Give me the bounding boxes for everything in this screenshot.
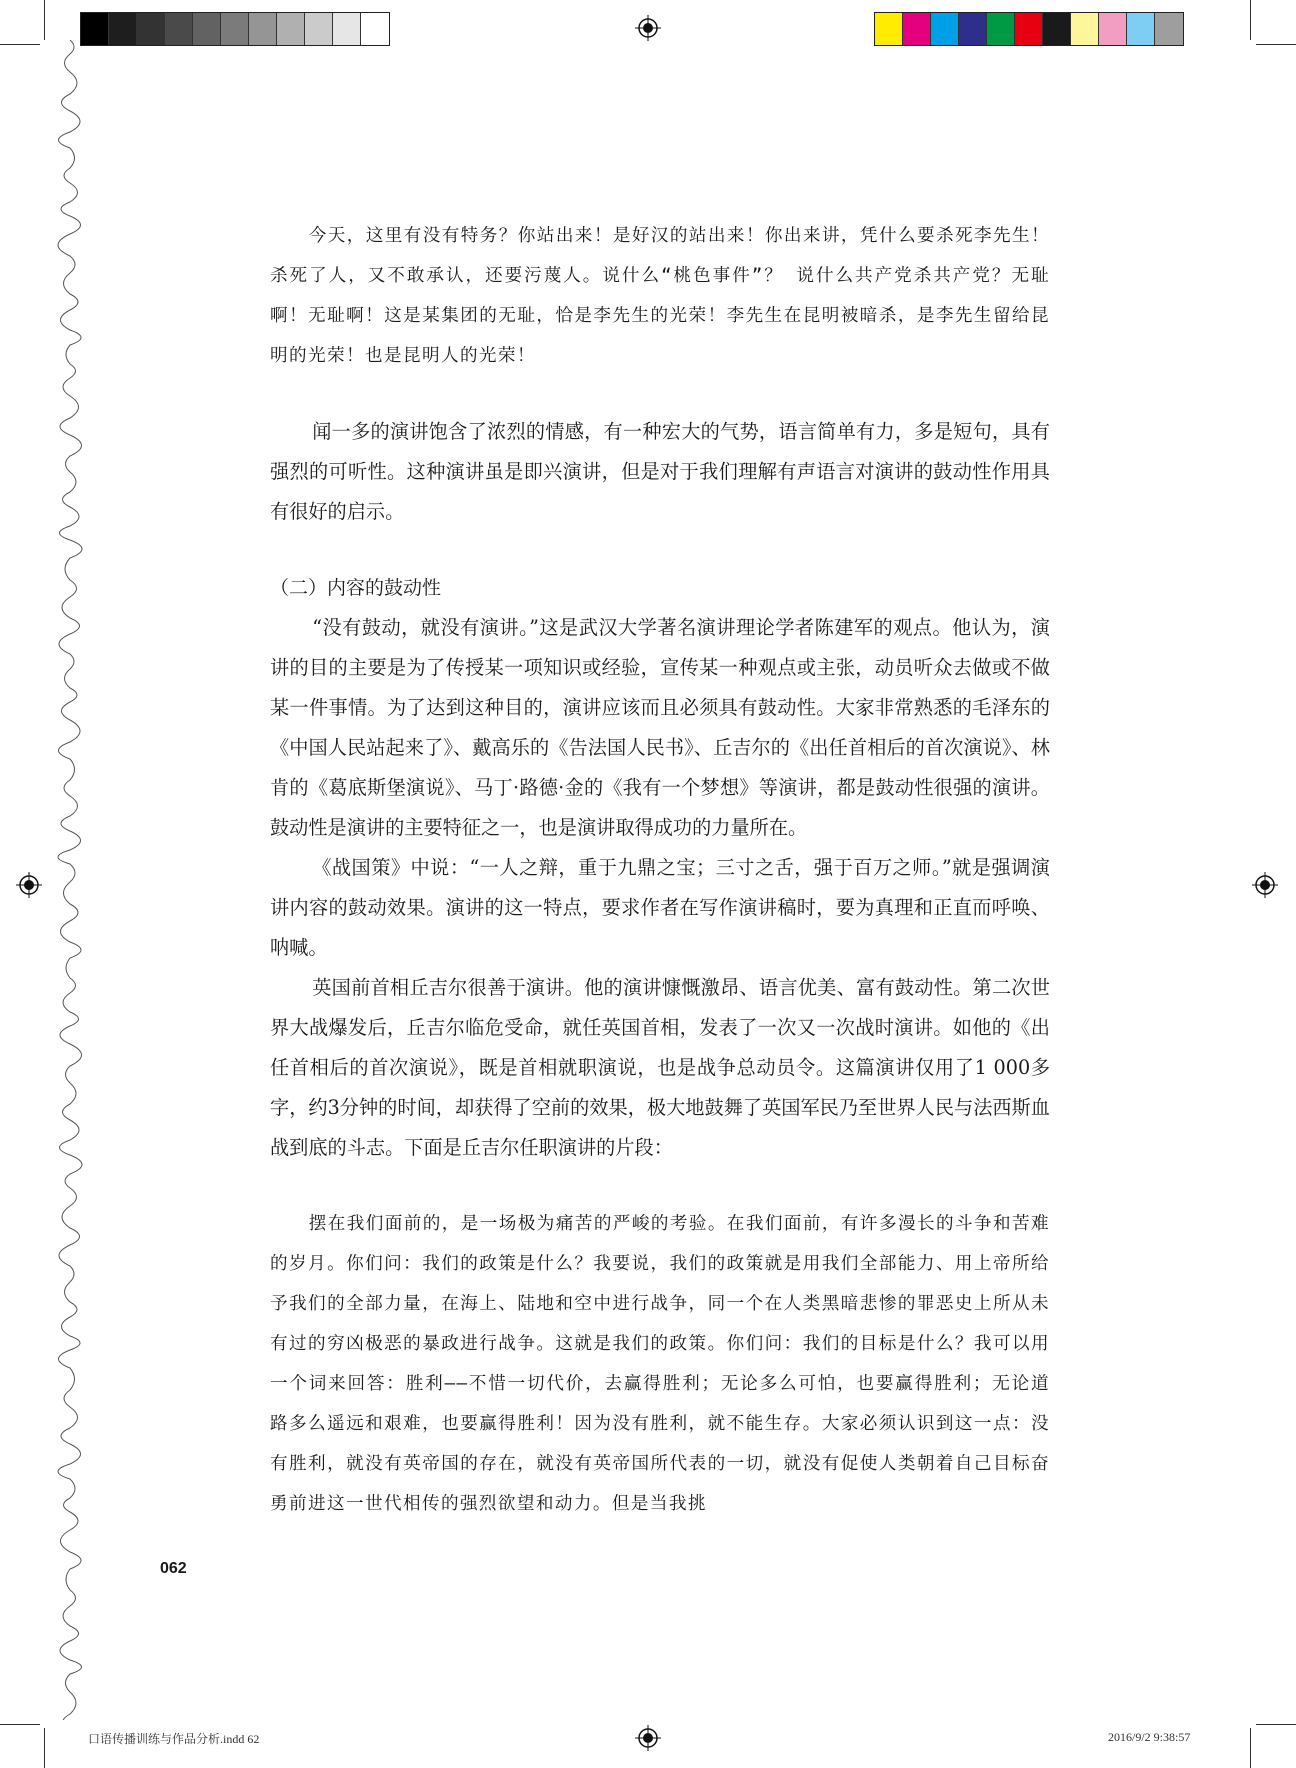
section-body (270, 608, 1050, 1168)
color-swatch (1015, 13, 1043, 45)
color-swatch (875, 13, 903, 45)
registration-mark-icon (16, 872, 42, 898)
crop-mark (0, 1724, 40, 1725)
gray-swatch (221, 13, 249, 45)
page-content (270, 216, 1050, 1524)
page-number: 062 (160, 1560, 187, 1577)
registration-mark-icon (635, 15, 661, 41)
gray-swatch (249, 13, 277, 45)
gray-swatch (137, 13, 165, 45)
gray-swatch (361, 13, 389, 45)
color-swatch (1071, 13, 1099, 45)
color-swatch (1043, 13, 1071, 45)
color-swatch (1127, 13, 1155, 45)
decorative-wave-line (40, 40, 100, 1720)
color-swatch (987, 13, 1015, 45)
body-paragraph: 闻一多的演讲饱含了浓烈的情感，有一种宏大的气势，语言简单有力，多是短句，具有强烈的可听性。这种演讲虽是即兴演讲，但是对于我们理解有声语言对演讲的鼓动性作用具有很好的启示。 (270, 420, 1050, 523)
gray-swatch (277, 13, 305, 45)
crop-mark (1256, 44, 1296, 45)
body-paragraph: 英国前首相丘吉尔很善于演讲。他的演讲慷慨激昂、语言优美、富有鼓动性。第二次世界大战爆发后，丘吉尔临危受命，就任英国首相，发表了一次又一次战时演讲。如他的《出任首相后的首次演说》，既是首相就职演说，也是战争总动员令。这篇演讲仅用了1 000多字，约3分钟的时间，却获得了空前的效果，极大地鼓舞了英国军民乃至世界人民与法西斯血战到底的斗志。下面是丘吉尔任职演讲的片段： (270, 976, 1051, 1159)
color-swatch (931, 13, 959, 45)
process-color-bar (874, 12, 1184, 46)
gray-swatch (109, 13, 137, 45)
grayscale-color-bar (80, 12, 390, 46)
section-heading: （二）内容的鼓动性 (270, 577, 442, 599)
crop-mark (1250, 0, 1251, 40)
slug-timestamp: 2016/9/2 9:38:57 (1108, 1730, 1191, 1744)
registration-mark-icon (635, 1725, 661, 1751)
color-swatch (1099, 13, 1127, 45)
color-swatch (959, 13, 987, 45)
gray-swatch (333, 13, 361, 45)
blockquote-churchill (270, 1204, 1050, 1524)
body-paragraph: 《战国策》中说：“一人之辩，重于九鼎之宝；三寸之舌，强于百万之师。”就是强调演讲内容的鼓动效果。演讲的这一特点，要求作者在写作演讲稿时，要为真理和正直而呼唤、呐喊。 (270, 856, 1050, 959)
crop-mark (0, 44, 40, 45)
slug-filename: 口语传播训练与作品分析.indd 62 (88, 1732, 260, 1746)
gray-swatch (305, 13, 333, 45)
crop-mark (44, 0, 45, 40)
crop-mark (1250, 1728, 1251, 1768)
color-swatch (903, 13, 931, 45)
body-text (270, 412, 1050, 532)
registration-mark-icon (1252, 872, 1278, 898)
gray-swatch (193, 13, 221, 45)
body-paragraph: “没有鼓动，就没有演讲。”这是武汉大学著名演讲理论学者陈建军的观点。他认为，演讲的目的主要是为了传授某一项知识或经验，宣传某一种观点或主张，动员听众去做或不做某一件事情。为了达到这种目的，演讲应该而且必须具有鼓动性。大家非常熟悉的毛泽东的《中国人民站起来了》、戴高乐的《告法国人民书》、丘吉尔的《出任首相后的首次演说》、林肯的《葛底斯堡演说》、马丁·路德·金的《我有一个梦想》等演讲，都是鼓动性很强的演讲。鼓动性是演讲的主要特征之一，也是演讲取得成功的力量所在。 (270, 616, 1050, 839)
blockquote-wen-yiduo (270, 216, 1050, 376)
crop-mark (1256, 1724, 1296, 1725)
color-swatch (1155, 13, 1183, 45)
gray-swatch (165, 13, 193, 45)
quote-paragraph: 今天，这里有没有特务？你站出来！是好汉的站出来！你出来讲，凭什么要杀死李先生！杀死了人，又不敢承认，还要污蔑人。说什么“桃色事件”？ 说什么共产党杀共产党？无耻啊！无耻啊！这是某集团的无耻，恰是李先生的光荣！李先生在昆明被暗杀，是李先生留给昆明的光荣！也是昆明人的光荣！ (270, 226, 1050, 366)
quote-paragraph: 摆在我们面前的，是一场极为痛苦的严峻的考验。在我们面前，有许多漫长的斗争和苦难的岁月。你们问：我们的政策是什么？我要说，我们的政策就是用我们全部能力、用上帝所给予我们的全部力量，在海上、陆地和空中进行战争，同一个在人类黑暗悲惨的罪恶史上所从未有过的穷凶极恶的暴政进行战争。这就是我们的政策。你们问：我们的目标是什么？我可以用一个词来回答：胜利——不惜一切代价，去赢得胜利；无论多么可怕，也要赢得胜利；无论道路多么遥远和艰难，也要赢得胜利！因为没有胜利，就不能生存。大家必须认识到这一点：没有胜利，就没有英帝国的存在，就没有英帝国所代表的一切，就没有促使人类朝着自己目标奋勇前进这一世代相传的强烈欲望和动力。但是当我挑 (270, 1214, 1050, 1514)
crop-mark (44, 1728, 45, 1768)
